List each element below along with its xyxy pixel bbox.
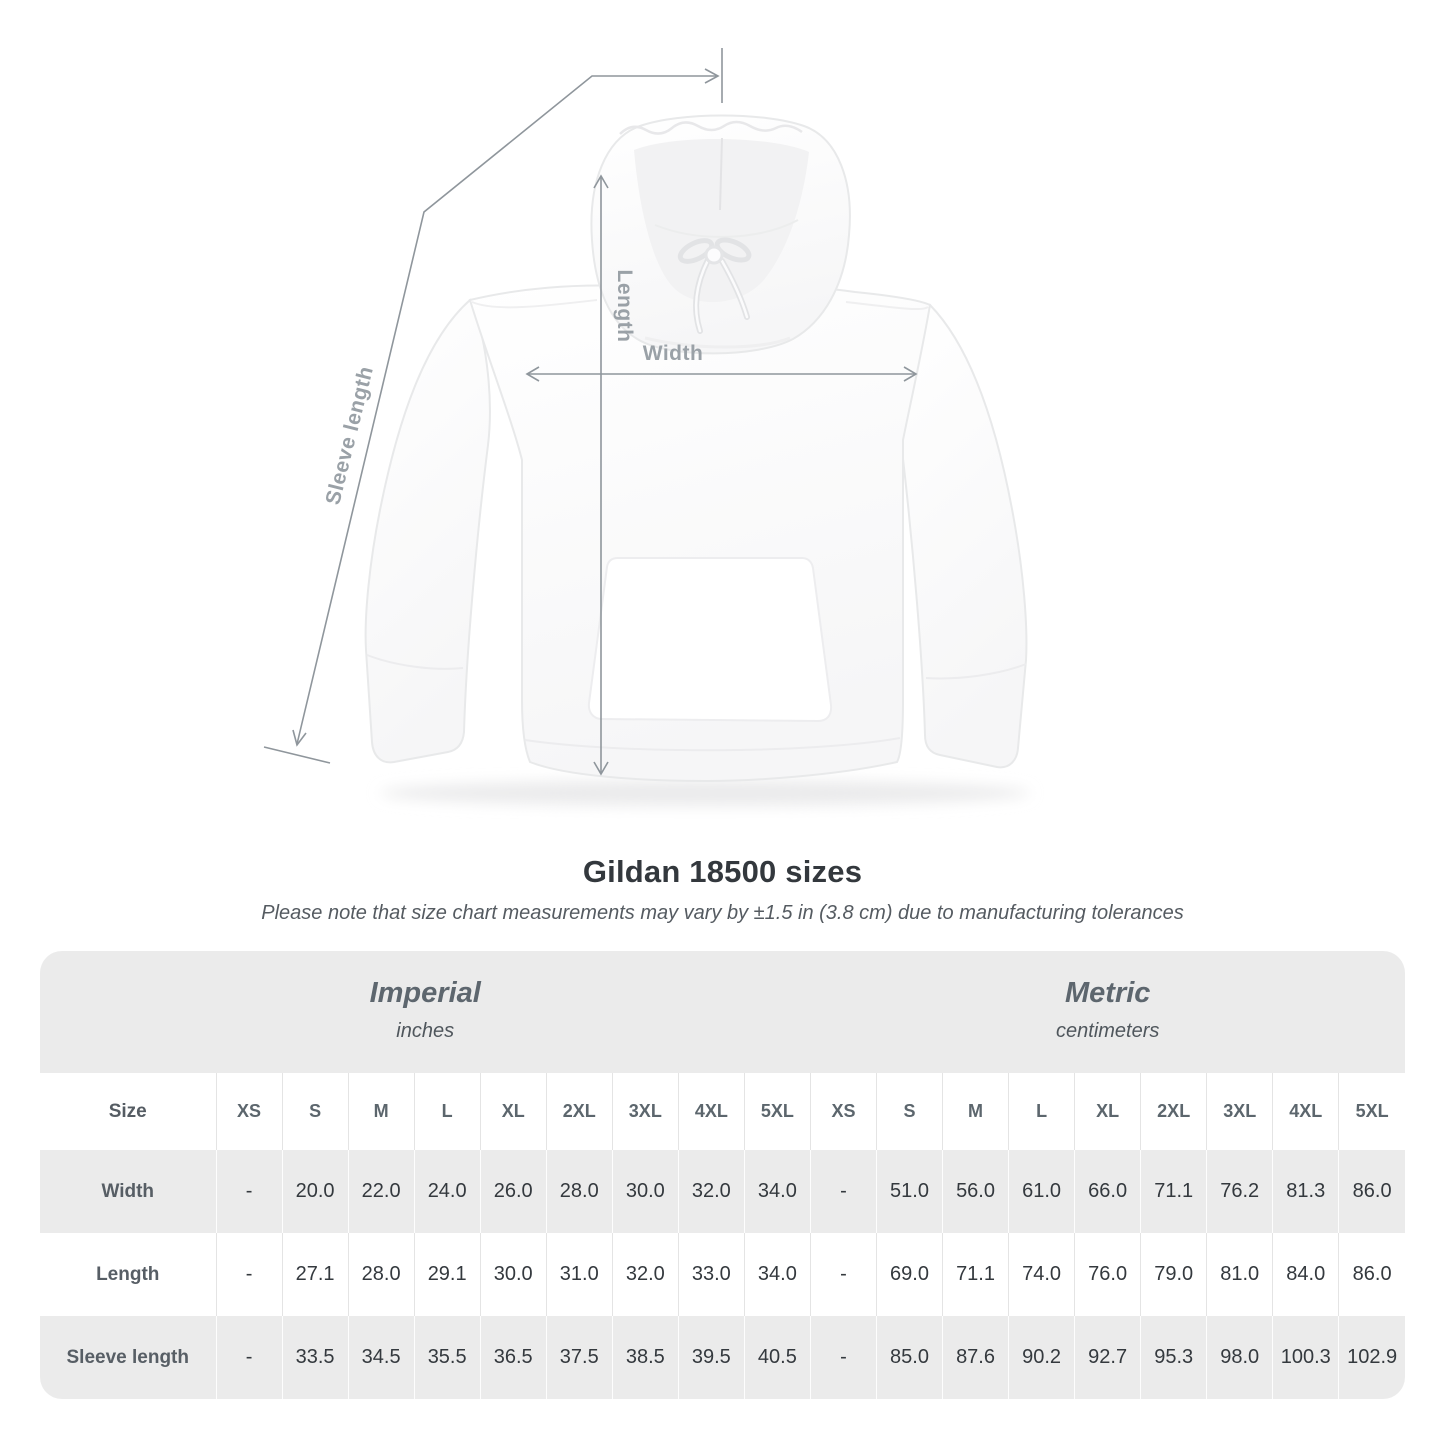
size-value-cell: 61.0	[1009, 1150, 1075, 1233]
size-column-header: M	[348, 1073, 414, 1150]
size-column-header: L	[414, 1073, 480, 1150]
size-value-cell: 31.0	[546, 1233, 612, 1316]
size-value-cell: 95.3	[1141, 1316, 1207, 1399]
size-value-cell: 81.0	[1207, 1233, 1273, 1316]
size-value-cell: 30.0	[480, 1233, 546, 1316]
size-value-cell: 71.1	[943, 1233, 1009, 1316]
length-measure-label: Length	[613, 269, 636, 343]
size-column-header: S	[282, 1073, 348, 1150]
size-column-header: M	[943, 1073, 1009, 1150]
size-column-header: S	[876, 1073, 942, 1150]
size-column-header: 4XL	[678, 1073, 744, 1150]
sleeve-measure-label: Sleeve length	[321, 363, 379, 508]
size-value-cell: 28.0	[348, 1233, 414, 1316]
size-value-cell: 81.3	[1273, 1150, 1339, 1233]
size-column-header: XS	[216, 1073, 282, 1150]
size-value-cell: 30.0	[612, 1150, 678, 1233]
size-value-cell: -	[810, 1316, 876, 1399]
page-title: Gildan 18500 sizes	[582, 854, 863, 889]
size-value-cell: 29.1	[414, 1233, 480, 1316]
size-value-cell: 34.5	[348, 1316, 414, 1399]
table-row	[40, 1150, 1405, 1233]
left-sleeve	[366, 300, 490, 762]
unit-group-header-row	[40, 951, 1405, 1073]
size-value-cell: 74.0	[1009, 1233, 1075, 1316]
drawstring-knot	[706, 247, 722, 263]
size-value-cell: 40.5	[744, 1316, 810, 1399]
size-value-cell: 32.0	[678, 1150, 744, 1233]
size-value-cell: -	[216, 1150, 282, 1233]
size-value-cell: 76.2	[1207, 1150, 1273, 1233]
size-value-cell: 37.5	[546, 1316, 612, 1399]
size-value-cell: 86.0	[1339, 1150, 1405, 1233]
size-value-cell: 71.1	[1141, 1150, 1207, 1233]
size-value-cell: 38.5	[612, 1316, 678, 1399]
size-value-cell: 34.0	[744, 1233, 810, 1316]
size-column-header: 5XL	[1339, 1073, 1405, 1150]
size-value-cell: 76.0	[1075, 1233, 1141, 1316]
size-column-header: XL	[1075, 1073, 1141, 1150]
size-value-cell: 51.0	[876, 1150, 942, 1233]
metric-group-header	[810, 951, 1405, 1073]
size-value-cell: 27.1	[282, 1233, 348, 1316]
table-row	[40, 1316, 1405, 1399]
size-column-header: XL	[480, 1073, 546, 1150]
sleeve-bottom-tick	[264, 747, 330, 763]
size-value-cell: -	[216, 1233, 282, 1316]
size-value-cell: 98.0	[1207, 1316, 1273, 1399]
right-sleeve	[900, 305, 1026, 767]
row-label: Sleeve length	[40, 1316, 216, 1399]
size-value-cell: 56.0	[943, 1150, 1009, 1233]
size-value-cell: 39.5	[678, 1316, 744, 1399]
size-value-cell: 100.3	[1273, 1316, 1339, 1399]
width-measure-label: Width	[642, 342, 704, 365]
size-chart-card	[40, 951, 1405, 1399]
size-value-cell: 20.0	[282, 1150, 348, 1233]
tolerance-note: Please note that size chart measurements may vary by ±1.5 in (3.8 cm) due to manufacturing tolerances	[261, 902, 1184, 924]
size-value-cell: 85.0	[876, 1316, 942, 1399]
table-row	[40, 1233, 1405, 1316]
size-value-cell: 79.0	[1141, 1233, 1207, 1316]
size-value-cell: 24.0	[414, 1150, 480, 1233]
size-value-cell: 86.0	[1339, 1233, 1405, 1316]
row-label: Length	[40, 1233, 216, 1316]
imperial-unit-label: inches	[396, 1020, 455, 1042]
size-value-cell: -	[810, 1150, 876, 1233]
row-label: Width	[40, 1150, 216, 1233]
size-column-header: 2XL	[546, 1073, 612, 1150]
size-value-cell: 35.5	[414, 1316, 480, 1399]
size-column-header: 3XL	[1207, 1073, 1273, 1150]
size-column-header: L	[1009, 1073, 1075, 1150]
size-value-cell: -	[216, 1316, 282, 1399]
size-value-cell: 102.9	[1339, 1316, 1405, 1399]
size-value-cell: 33.5	[282, 1316, 348, 1399]
size-value-cell: 32.0	[612, 1233, 678, 1316]
imperial-group-header	[40, 951, 810, 1073]
size-table-body	[40, 1150, 1405, 1399]
size-value-cell: 90.2	[1009, 1316, 1075, 1399]
metric-unit-label: centimeters	[1056, 1020, 1160, 1042]
column-header-row	[40, 1073, 1405, 1150]
metric-label: Metric	[1065, 977, 1151, 1009]
size-value-cell: 33.0	[678, 1233, 744, 1316]
size-value-cell: -	[810, 1233, 876, 1316]
kangaroo-pocket	[589, 558, 831, 721]
size-value-cell: 69.0	[876, 1233, 942, 1316]
size-value-cell: 22.0	[348, 1150, 414, 1233]
size-value-cell: 87.6	[943, 1316, 1009, 1399]
size-value-cell: 84.0	[1273, 1233, 1339, 1316]
size-column-header: 5XL	[744, 1073, 810, 1150]
size-value-cell: 66.0	[1075, 1150, 1141, 1233]
size-value-cell: 26.0	[480, 1150, 546, 1233]
size-column-header: 4XL	[1273, 1073, 1339, 1150]
size-column-header: 2XL	[1141, 1073, 1207, 1150]
size-value-cell: 28.0	[546, 1150, 612, 1233]
garment-shadow	[380, 780, 1030, 806]
size-value-cell: 36.5	[480, 1316, 546, 1399]
size-column-header: XS	[810, 1073, 876, 1150]
size-column-header: Size	[40, 1073, 216, 1150]
size-value-cell: 92.7	[1075, 1316, 1141, 1399]
size-value-cell: 34.0	[744, 1150, 810, 1233]
imperial-label: Imperial	[369, 977, 481, 1009]
size-chart-table	[40, 951, 1405, 1399]
size-column-header: 3XL	[612, 1073, 678, 1150]
